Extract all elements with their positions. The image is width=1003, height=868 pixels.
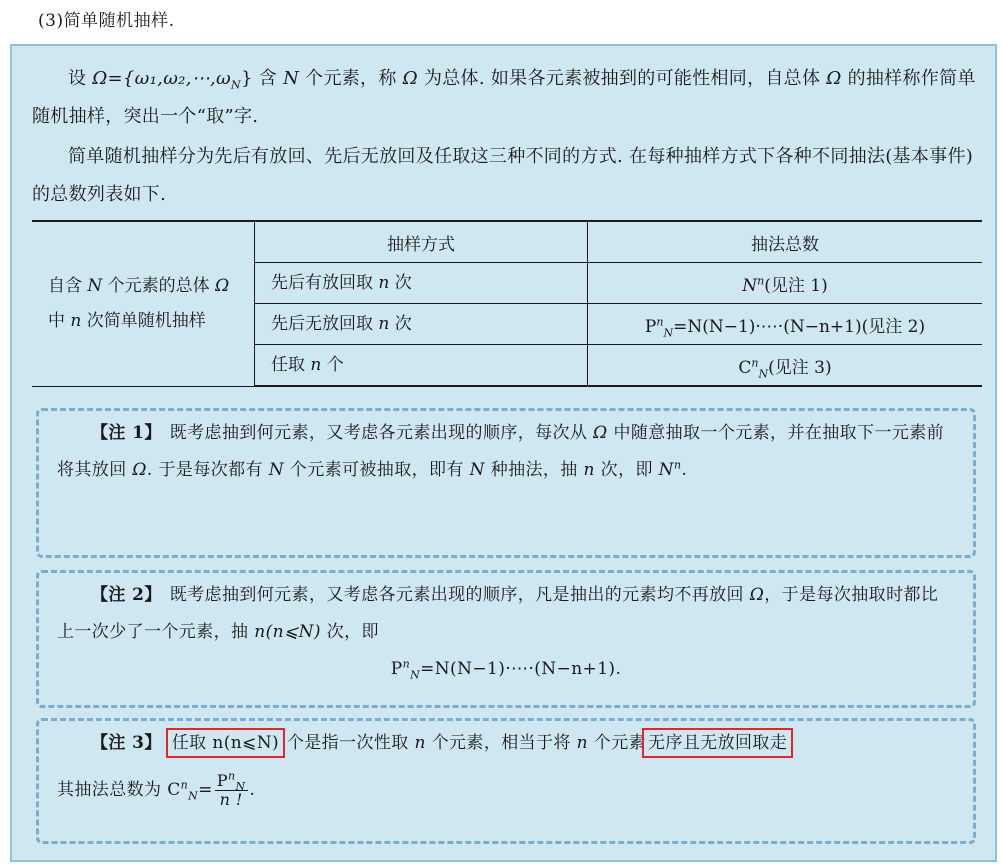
section-title: (3)简单随机抽样. xyxy=(38,11,175,31)
note-2-formula: $P^n_N=N(N-1)\cdot\cdots\cdot(N-n+1)$. xyxy=(390,657,622,682)
note-2-text: 【注 2】 既考虑抽到何元素，又考虑各元素出现的顺序，凡是抽出的元素均不再放回 Ω，于是每次抽取时都比上一次少了一个元素，抽 n(n⩽N) 次，即 xyxy=(57,585,939,642)
table-row-header-cell: 自含 N 个元素的总体 Ω 中 n 次简单随机抽样 xyxy=(32,221,255,386)
total-cell: $P^n_N=N(N-1)\cdot\cdots\cdot(N-n+1)$(见注 2) xyxy=(588,304,983,345)
intro-paragraph-2: 简单随机抽样分为先后有放回、先后无放回及任取这三种不同的方式. 在每种抽样方式下各种不同抽法(基本事件)的总数列表如下. xyxy=(32,146,974,205)
content-panel xyxy=(10,44,997,862)
note-3-formula: 其抽法总数为 $C^n_N=$ $\frac{P^n_N}{n !}$ . xyxy=(57,769,256,809)
sampling-method-table xyxy=(32,220,982,387)
header-total: 抽法总数 xyxy=(588,221,983,263)
note-3-text: 【注 3】 任取 n(n⩽N) 个是指一次性取 n 个元素，相当于将 n 个元素 无序且无放回取走 ， xyxy=(91,733,807,753)
method-cell: 任取 n 个 xyxy=(255,345,588,387)
note-1-box: 【注 1】 既考虑抽到何元素，又考虑各元素出现的顺序，每次从 Ω 中随意抽取一个元素，并在抽取下一元素前将其放回 Ω. 于是每次都有 N 个元素可被抽取，即有 N 种抽法，抽 n 次，即 $N^n$. xyxy=(36,408,976,558)
total-cell: $C^n_N$(见注 3) xyxy=(588,345,983,387)
total-cell: $N^n$(见注 1) xyxy=(588,263,983,304)
note-2-label: 【注 2】 xyxy=(91,585,162,605)
highlight-box-2: 无序且无放回取走 xyxy=(648,733,788,753)
note-3-box xyxy=(36,718,976,844)
method-cell: 先后有放回取 n 次 xyxy=(255,263,588,304)
highlight-box-1: 任取 n(n⩽N) xyxy=(171,733,280,753)
note-3-label: 【注 3】 xyxy=(91,733,162,753)
header-method: 抽样方式 xyxy=(255,221,588,263)
method-cell: 先后无放回取 n 次 xyxy=(255,304,588,345)
note-2-box xyxy=(36,570,976,708)
intro-paragraph-1: 设 $\Omega=\{\omega_1,\omega_2,\cdots,\omega_N\}$ 含 N 个元素，称 Ω 为总体. 如果各元素被抽到的可能性相同，自总体 Ω 的抽样称作简单随机抽样，突出一个“取”字. xyxy=(32,68,976,127)
note-1-label: 【注 1】 xyxy=(91,423,162,443)
fraction: $\frac{P^n_N}{n !}$ xyxy=(216,769,246,809)
